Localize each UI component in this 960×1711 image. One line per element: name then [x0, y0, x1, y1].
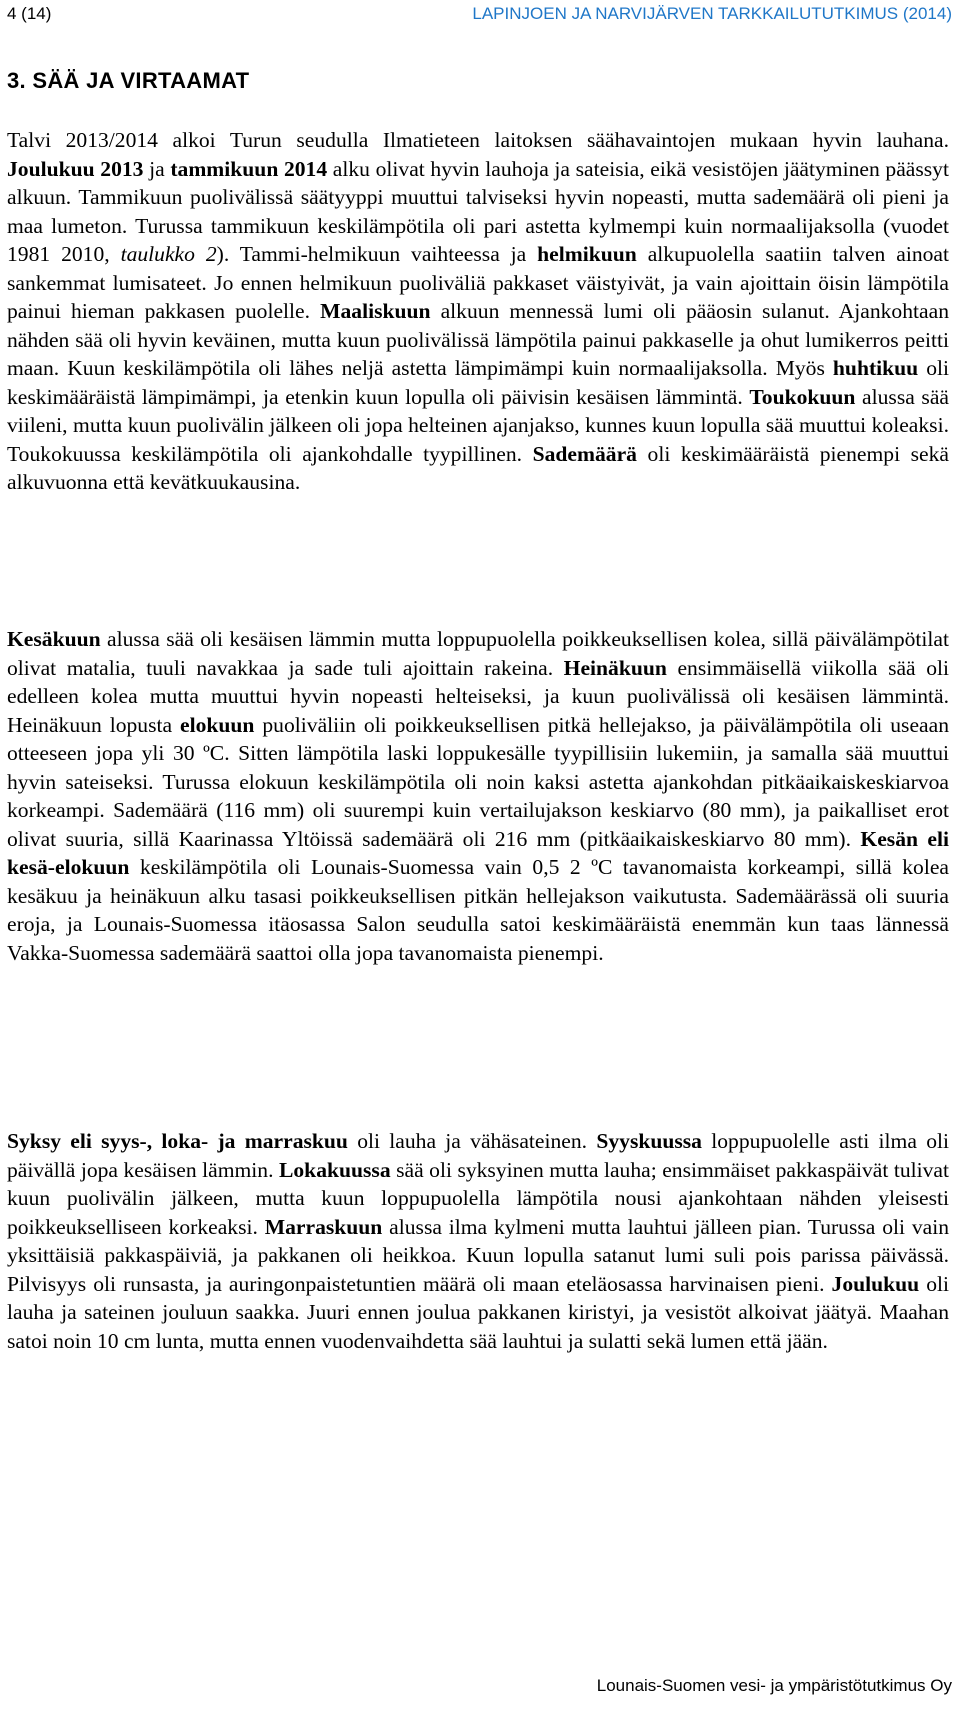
bold-run: Sademäärä [532, 441, 637, 466]
text-run: alku olivat hyvin lauhoja ja sateisia, eikä vesistöjen jäätyminen päässyt alkuun. Tammikuun puolivälissä säätyyppi muuttui talviseksi hyvin nopeasti, mutta sademäärä oli pieni ja maa lumeton. Turussa tammikuun keskilämpötila oli pari astetta kylmempi kuin normaalijaksolla (vuodet 1981 2010, [7, 156, 949, 266]
bold-run: Toukokuun [749, 384, 856, 409]
text-run: alussa ilma kylmeni mutta lauhtui jälleen pian. Turussa oli vain yksittäisiä pakkaspäiviä, ja pakkanen oli heikkoa. Kuun lopulla satanut lumi suli pois parissa päivässä. Pilvisyys oli runsasta, ja auringonpaistetuntien määrä oli maan eteläosassa harvinaisen pieni. [7, 1214, 949, 1296]
text-run: alussa sää oli kesäisen lämmin mutta loppupuolella poikkeuksellisen kolea, sillä päivälämpötilat olivat matalia, tuuli navakkaa ja sade tuli ajoittain rakeina. [7, 627, 949, 680]
text-run: ja [143, 156, 171, 181]
text-run: Talvi 2013/2014 alkoi Turun seudulla Ilmatieteen laitoksen säähavaintojen mukaan hyvin lauhana. [7, 128, 949, 152]
bold-run: Syyskuussa [596, 1129, 702, 1153]
text-run: keskilämpötila oli Lounais-Suomessa vain 0,5 2 ºC tavanomaista korkeampi, sillä kolea kesäkuu ja heinäkuun alku tasasi poikkeuksellisen pitkän hellejakson vaikutusta. Sademäärässä oli suuria eroja, ja Lounais-Suomessa itäosassa Salon seudulla satoi keskimääräistä enemmän kun taas lännessä Vakka-Suomessa sademäärä saattoi olla jopa tavanomaista pienempi. [7, 855, 949, 965]
paragraph-autumn [7, 1127, 949, 1355]
italic-run: taulukko 2 [120, 242, 217, 266]
text-run: ensimmäisellä viikolla sää oli edelleen kolea mutta muuttui hyvin nopeasti helteiseksi, ja kuun puolivälissä oli kesäisen lämmintä. Heinäkuun lopusta [7, 655, 949, 737]
bold-run: Syksy eli syys-, loka- ja marraskuu [7, 1129, 348, 1153]
text-run: puoliväliin oli poikkeuksellisen pitkä hellejakso, ja päivälämpötila oli useaan otteeseen jopa yli 30 ºC. Sitten lämpötila laski loppukesälle tyypillisiin lukemiin, ja samalla sää muuttui hyvin sateiseksi. Turussa elokuun keskilämpötila oli noin kaksi astetta ajankohdan pitkäaikaiskeskiarvoa korkeampi. Sademäärä (116 mm) oli suurempi kuin vertailujakson keskiarvo (80 mm), ja paikalliset erot olivat suuria, sillä Kaarinassa Yltöissä sademäärä oli 216 mm (pitkäaikaiskeskiarvo 80 mm). [7, 712, 949, 851]
section-title: 3. SÄÄ JA VIRTAAMAT [7, 68, 250, 93]
text-run: sää oli syksyinen mutta lauha; ensimmäiset pakkaspäivät tulivat kuun puolivälin jälkeen, mutta kuun loppupuolella lämpötila nousi ajankohtaan nähden yleisesti poikkeukselliseen korkeaksi. [7, 1157, 950, 1239]
text-run: oli lauha ja sateinen jouluun saakka. Juuri ennen joulua pakkanen kiristyi, ja vesistöt alkoivat jäätyä. Maahan satoi noin 10 cm lunta, mutta ennen vuodenvaihdetta sää lauhtui ja sulatti sekä lumen että jään. [7, 1271, 949, 1353]
paragraph-winter-spring [7, 126, 949, 497]
text-run: oli keskimääräistä lämpimämpi, ja etenkin kuun lopulla oli päivisin kesäisen lämmintä. [7, 356, 949, 409]
bold-run: tammikuun 2014 [170, 156, 328, 181]
text-run: loppupuolelle asti ilma oli päivällä jopa kesäisen lämmin. [7, 1129, 949, 1182]
bold-run: helmikuun [537, 242, 637, 266]
bold-run: Kesäkuun [7, 627, 101, 651]
page-number: 4 (14) [7, 4, 52, 23]
report-title: LAPINJOEN JA NARVIJÄRVEN TARKKAILUTUTKIMUS (2014) [472, 4, 952, 23]
text-run: oli keskimääräistä pienempi sekä alkuvuonna että kevätkuukausina. [7, 441, 949, 494]
bold-run: Joulukuu [831, 1271, 920, 1296]
text-run: alkupuolella saatiin talven ainoat sankemmat lumisateet. Jo ennen helmikuun puoliväliä pakkaset väistyivät, ja vain ajoittain öisin lämpötila painui hieman pakkasen puolelle. [7, 242, 950, 323]
bold-run: Lokakuussa [278, 1157, 391, 1182]
text-run: ). Tammi-helmikuun vaihteessa ja [216, 242, 538, 266]
bold-run: Maaliskuun [320, 299, 431, 323]
bold-run: elokuun [180, 712, 255, 737]
bold-run: Joulukuu 2013 [7, 156, 144, 181]
bold-run: Kesän eli kesä-elokuun [7, 826, 949, 879]
bold-run: Heinäkuun [563, 655, 667, 680]
text-run: alussa sää viileni, mutta kuun puolivälin jälkeen oli jopa helteinen ajanjakso, kunnes kuun lopulla sää muuttui koleaksi. Toukokuussa keskilämpötila oli ajankohdalle tyypillinen. [7, 384, 949, 466]
footer-organization: Lounais-Suomen vesi- ja ympäristötutkimus Oy [596, 1676, 952, 1695]
bold-run: Marraskuun [264, 1214, 383, 1239]
text-run: oli lauha ja vähäsateinen. [347, 1129, 597, 1153]
paragraph-summer [7, 625, 949, 967]
text-run: alkuun mennessä lumi oli pääosin sulanut. Ajankohtaan nähden sää oli hyvin keväinen, mutta kuun puolivälissä lämpötila painui pakkaselle ja ohut lumikerros peitti maan. Kuun keskilämpötila oli lähes neljä astetta lämpimämpi kuin normaalijaksolla. Myös [7, 299, 949, 380]
bold-run: huhtikuu [832, 356, 919, 380]
